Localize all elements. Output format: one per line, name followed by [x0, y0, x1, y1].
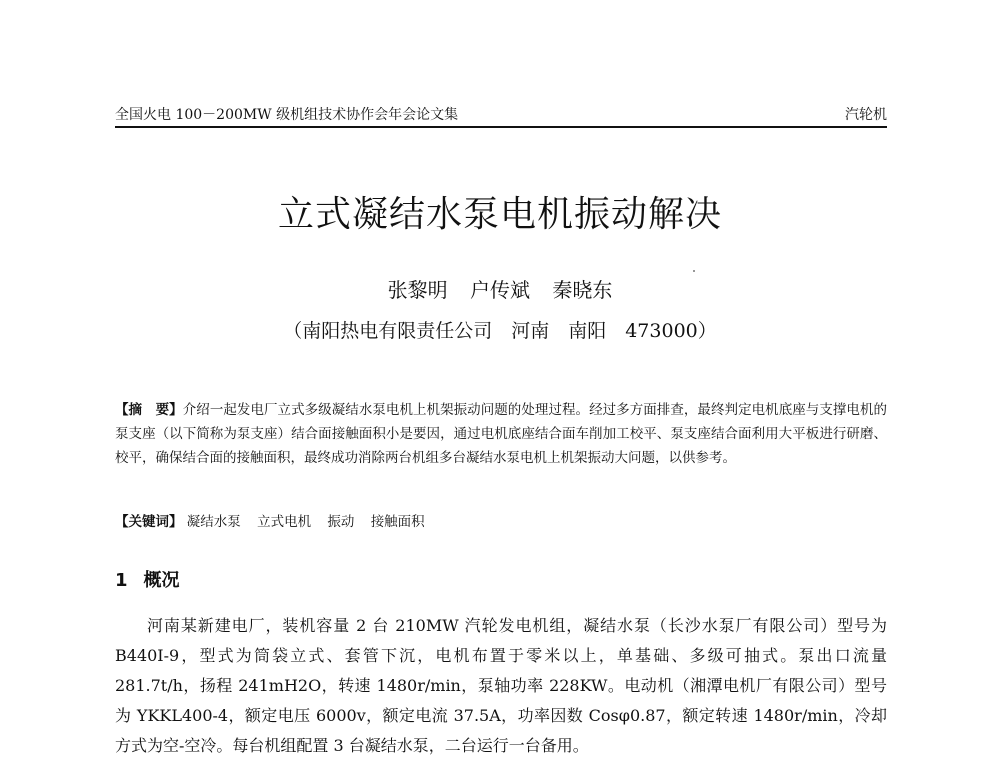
running-header	[115, 100, 887, 128]
abstract-label: 【摘 要】	[115, 402, 183, 418]
author-affiliation: （南阳热电有限责任公司 河南 南阳 473000）	[283, 320, 717, 342]
abstract	[115, 398, 887, 470]
section-title: 概况	[143, 570, 180, 591]
keyword: 振动	[327, 514, 355, 530]
keyword: 凝结水泵	[186, 514, 241, 530]
header-proceedings-title: 全国火电 100－200MW 级机组技术协作会年会论文集	[115, 107, 459, 123]
paper-title: 立式凝结水泵电机振动解决	[277, 194, 722, 235]
author-name: 秦晓东	[552, 278, 613, 302]
header-category: 汽轮机	[845, 107, 887, 123]
author-list	[0, 274, 1000, 303]
scan-artifact	[693, 270, 695, 272]
abstract-text: 介绍一起发电厂立式多级凝结水泵电机上机架振动问题的处理过程。经过多方面排查，最终判定电机底座与支撑电机的泵支座（以下简称为泵支座）结合面接触面积小是要因，通过电机底座结合面车削加工校平、泵支座结合面利用大平板进行研磨、校平，确保结合面的接触面积，最终成功消除两台机组多台凝结水泵电机上机架振动大问题，以供参考。	[115, 402, 888, 466]
author-name: 户传斌	[470, 278, 530, 302]
section-number: 1	[115, 570, 128, 591]
keyword: 立式电机	[257, 514, 312, 530]
body-paragraph: 河南某新建电厂，装机容量 2 台 210MW 汽轮发电机组，凝结水泵（长沙水泵厂有限公司）型号为 B440I-9，型式为筒袋立式、套管下沉，电机布置于零米以上，单基础、多级可抽式。泵出口流量 281.7t/h，扬程 241mH2O，转速 1480r/min，泵轴功率 228KW。电动机（湘潭电机厂有限公司）型号为 YKKL400-4，额定电压 6000v，额定电流 37.5A，功率因数 Cosφ0.87，额定转速 1480r/min，冷却方式为空-空冷。每台机组配置 3 台凝结水泵，二台运行一台备用。	[115, 616, 887, 755]
section-heading	[115, 566, 180, 592]
keywords-label: 【关键词】	[115, 514, 183, 530]
keywords	[115, 510, 887, 534]
author-name: 张黎明	[387, 278, 448, 302]
keyword: 接触面积	[370, 514, 425, 530]
